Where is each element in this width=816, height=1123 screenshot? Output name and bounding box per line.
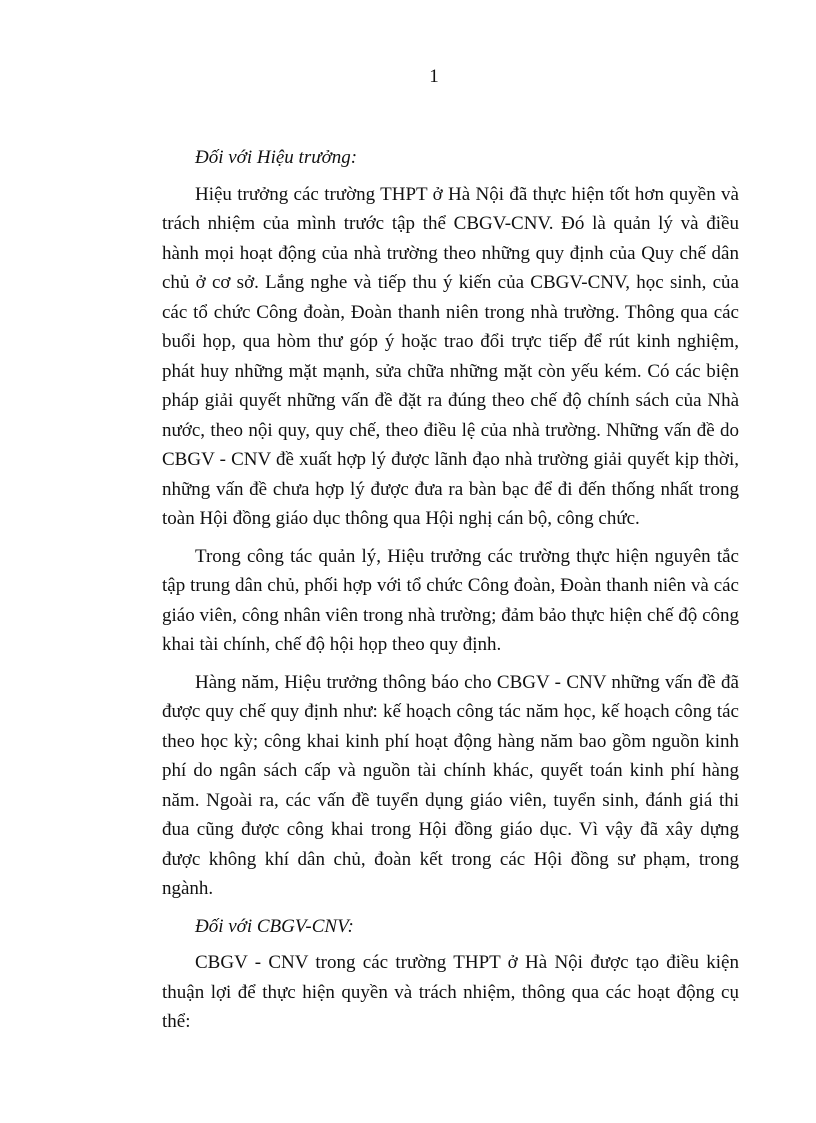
paragraph: Hàng năm, Hiệu trưởng thông báo cho CBGV - CNV những vấn đề đã được quy chế quy định như: kế hoạch công tác năm học, kế hoạch công tác theo học kỳ; công khai kinh phí hoạt động hàng năm bao gồm nguồn kinh phí do ngân sách cấp và nguồn tài chính khác, quyết toán kinh phí hàng năm. Ngoài ra, các vấn đề tuyển dụng giáo viên, tuyển sinh, đánh giá thi đua cũng được công khai trong Hội đồng giáo dục. Vì vậy đã xây dựng được không khí dân chủ, đoàn kết trong các Hội đồng sư phạm, trong ngành. xyxy=(162,671,739,899)
paragraph: CBGV - CNV trong các trường THPT ở Hà Nội được tạo điều kiện thuận lợi để thực hiện quyền và trách nhiệm, thông qua các hoạt động cụ thể: xyxy=(162,952,739,1032)
document-body xyxy=(162,143,739,1045)
paragraph: Trong công tác quản lý, Hiệu trưởng các trường thực hiện nguyên tắc tập trung dân chủ, phối hợp với tổ chức Công đoàn, Đoàn thanh niên và các giáo viên, công nhân viên trong nhà trường; đảm bảo thực hiện chế độ công khai tài chính, chế độ hội họp theo quy định. xyxy=(162,545,739,655)
section-heading-principal: Đối với Hiệu trưởng: xyxy=(195,147,358,168)
paragraph: Hiệu trưởng các trường THPT ở Hà Nội đã thực hiện tốt hơn quyền và trách nhiệm của mình trước tập thể CBGV-CNV. Đó là quản lý và điều hành mọi hoạt động của nhà trường theo những quy định của Quy chế dân chủ ở cơ sở. Lắng nghe và tiếp thu ý kiến của CBGV-CNV, học sinh, của các tổ chức Công đoàn, Đoàn thanh niên trong nhà trường. Thông qua các buổi họp, qua hòm thư góp ý hoặc trao đổi trực tiếp để rút kinh nghiệm, phát huy những mặt mạnh, sửa chữa những mặt còn yếu kém. Có các biện pháp giải quyết những vấn đề đặt ra đúng theo chế độ chính sách của Nhà nước, theo nội quy, quy chế, theo điều lệ của nhà trường. Những vấn đề do CBGV - CNV đề xuất hợp lý được lãnh đạo nhà trường giải quyết kịp thời, những vấn đề chưa hợp lý được đưa ra bàn bạc để đi đến thống nhất trong toàn Hội đồng giáo dục thông qua Hội nghị cán bộ, công chức. xyxy=(162,183,739,529)
page-number: 1 xyxy=(429,66,439,87)
section-heading-staff: Đối với CBGV-CNV: xyxy=(195,915,354,937)
